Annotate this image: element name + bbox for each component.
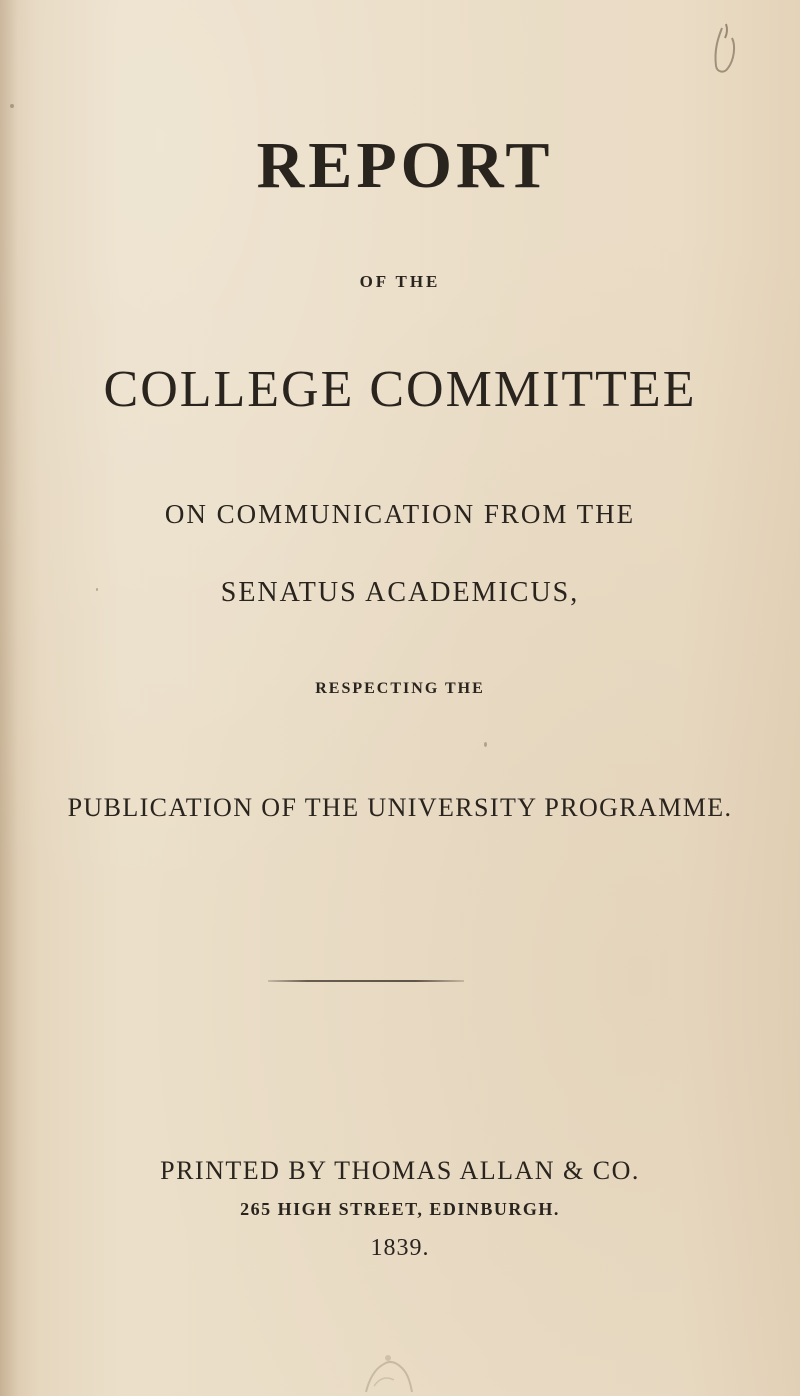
committee-line: COLLEGE COMMITTEE <box>103 361 697 418</box>
address-line: 265 HIGH STREET, EDINBURGH. <box>240 1199 560 1219</box>
horizontal-rule <box>268 980 464 982</box>
publication-line: PUBLICATION OF THE UNIVERSITY PROGRAMME. <box>67 793 733 822</box>
ink-smudge-icon <box>704 22 748 78</box>
year-line: 1839. <box>370 1235 430 1261</box>
respecting-line: RESPECTING THE <box>315 680 485 697</box>
paper-speck <box>484 742 487 747</box>
paper-speck <box>10 104 14 108</box>
printer-line: PRINTED BY THOMAS ALLAN & CO. <box>160 1156 640 1185</box>
of-the-line: OF THE <box>359 272 441 291</box>
communication-line: ON COMMUNICATION FROM THE <box>164 499 636 529</box>
page-title: REPORT <box>256 129 554 202</box>
senatus-line: SENATUS ACADEMICUS, <box>220 577 580 608</box>
faded-stamp-icon <box>350 1346 430 1396</box>
